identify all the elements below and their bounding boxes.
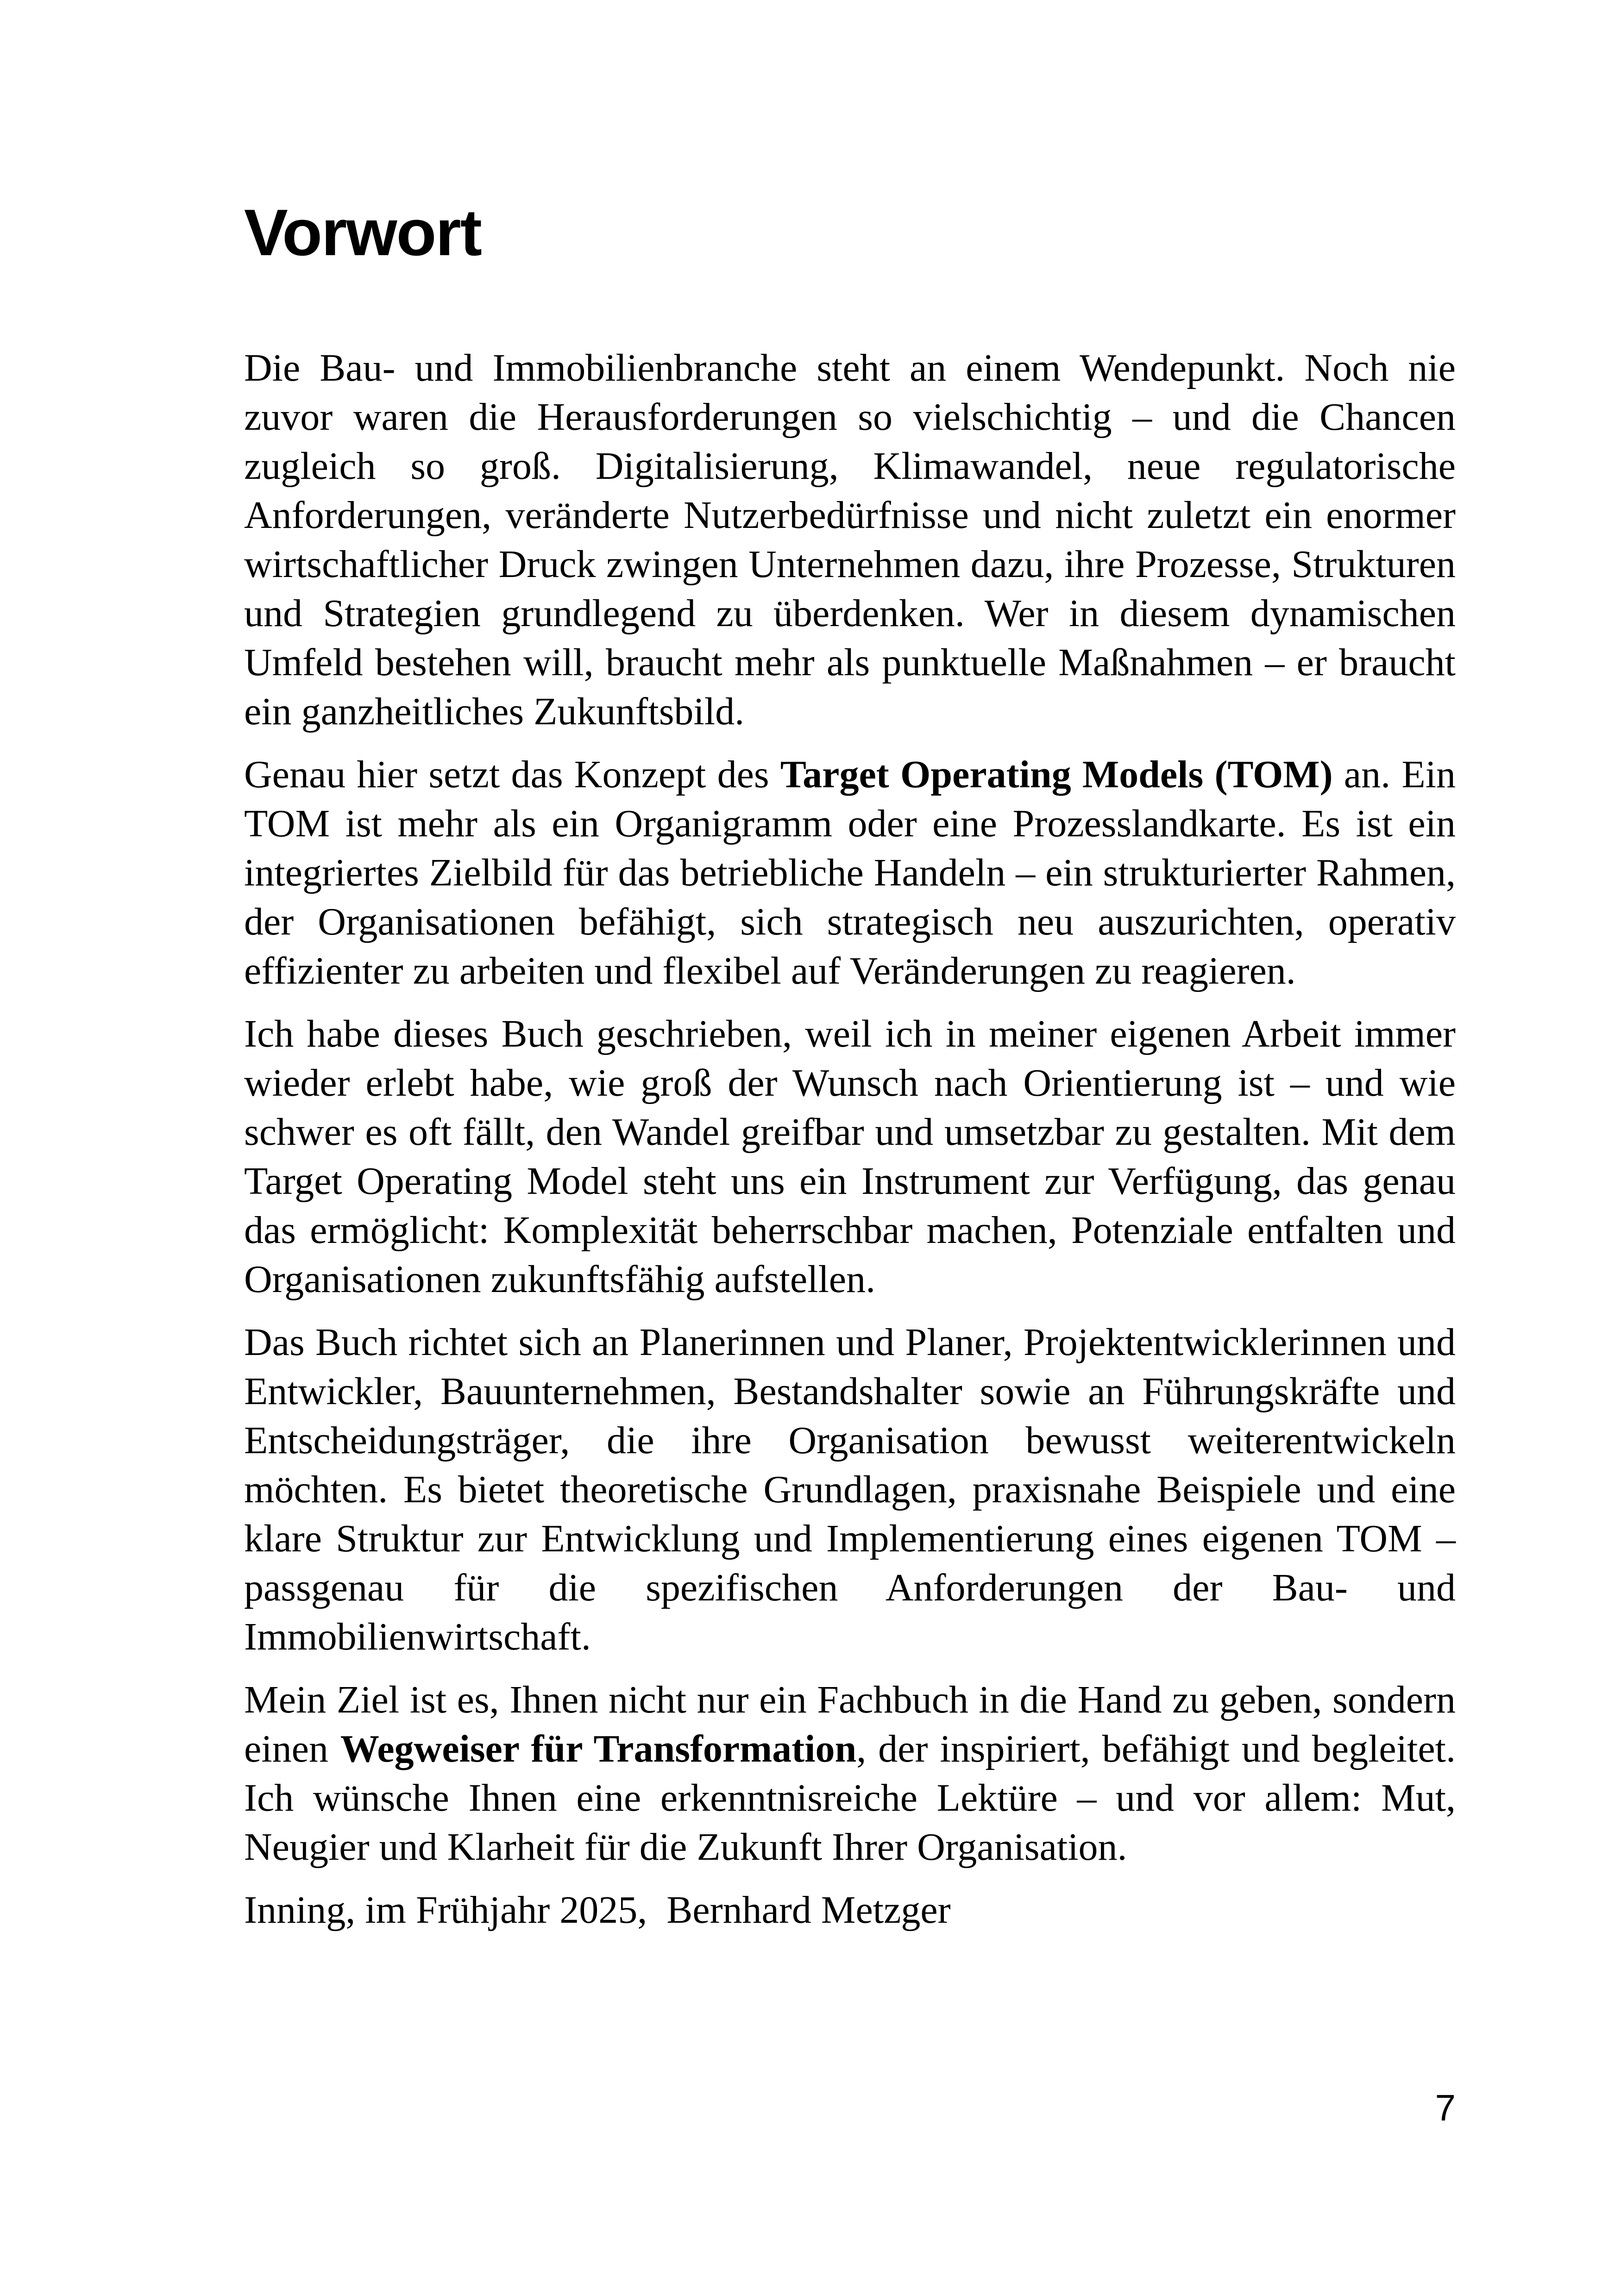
- paragraph: Genau hier setzt das Konzept des Target Operating Models (TOM) an. Ein TOM ist mehr als ein Organigramm oder eine Prozesslandkarte. Es ist ein integriertes Zielbild für das betriebliche Handeln – ein strukturierter Rahmen, der Organisationen befähigt, sich strategisch neu auszurichten, operativ effizienter zu arbeiten und flexibel auf Veränderungen zu reagieren.: [244, 753, 1456, 992]
- signature-line: Inning, im Frühjahr 2025, Bernhard Metzger: [244, 1888, 951, 1932]
- paragraph: Ich habe dieses Buch geschrieben, weil ich in meiner eigenen Arbeit immer wieder erlebt habe, wie groß der Wunsch nach Orientierung ist – und wie schwer es oft fällt, den Wandel greifbar und umsetzbar zu gestalten. Mit dem Target Operating Model steht uns ein Instrument zur Verfügung, das genau das ermöglicht: Komplexität beherrschbar machen, Potenziale entfalten und Organisationen zukunftsfähig aufstellen.: [244, 1012, 1456, 1301]
- page-title: Vorwort: [244, 196, 481, 270]
- body-text: [244, 344, 1456, 1872]
- page-number: 7: [1435, 2087, 1456, 2128]
- paragraph: Die Bau- und Immobilienbranche steht an einem Wendepunkt. Noch nie zuvor waren die Herausforderungen so vielschichtig – und die Chancen zugleich so groß. Digitalisierung, Klimawandel, neue regulatorische Anforderungen, veränderte Nutzerbedürfnisse und nicht zuletzt ein enormer wirtschaftlicher Druck zwingen Unternehmen dazu, ihre Prozesse, Strukturen und Strategien grundlegend zu überdenken. Wer in diesem dynamischen Umfeld bestehen will, braucht mehr als punktuelle Maßnahmen – er braucht ein ganzheitliches Zukunftsbild.: [244, 346, 1456, 733]
- paragraph: Mein Ziel ist es, Ihnen nicht nur ein Fachbuch in die Hand zu geben, sondern einen Wegweiser für Transformation, der inspiriert, befähigt und begleitet. Ich wünsche Ihnen eine erkenntnisreiche Lektüre – und vor allem: Mut, Neugier und Klarheit für die Zukunft Ihrer Organisation.: [244, 1678, 1456, 1869]
- text-column: [244, 196, 1456, 1935]
- paragraph: Das Buch richtet sich an Planerinnen und Planer, Projektentwicklerinnen und Entwickler, Bauunternehmen, Bestandshalter sowie an Führungskräfte und Entscheidungsträger, die ihre Organisation bewusst weiterentwickeln möchten. Es bietet theoretische Grundlagen, praxisnahe Beispiele und eine klare Struktur zur Entwicklung und Implementierung eines eigenen TOM – passgenau für die spezifischen Anforderungen der Bau- und Immobilienwirtschaft.: [244, 1321, 1456, 1658]
